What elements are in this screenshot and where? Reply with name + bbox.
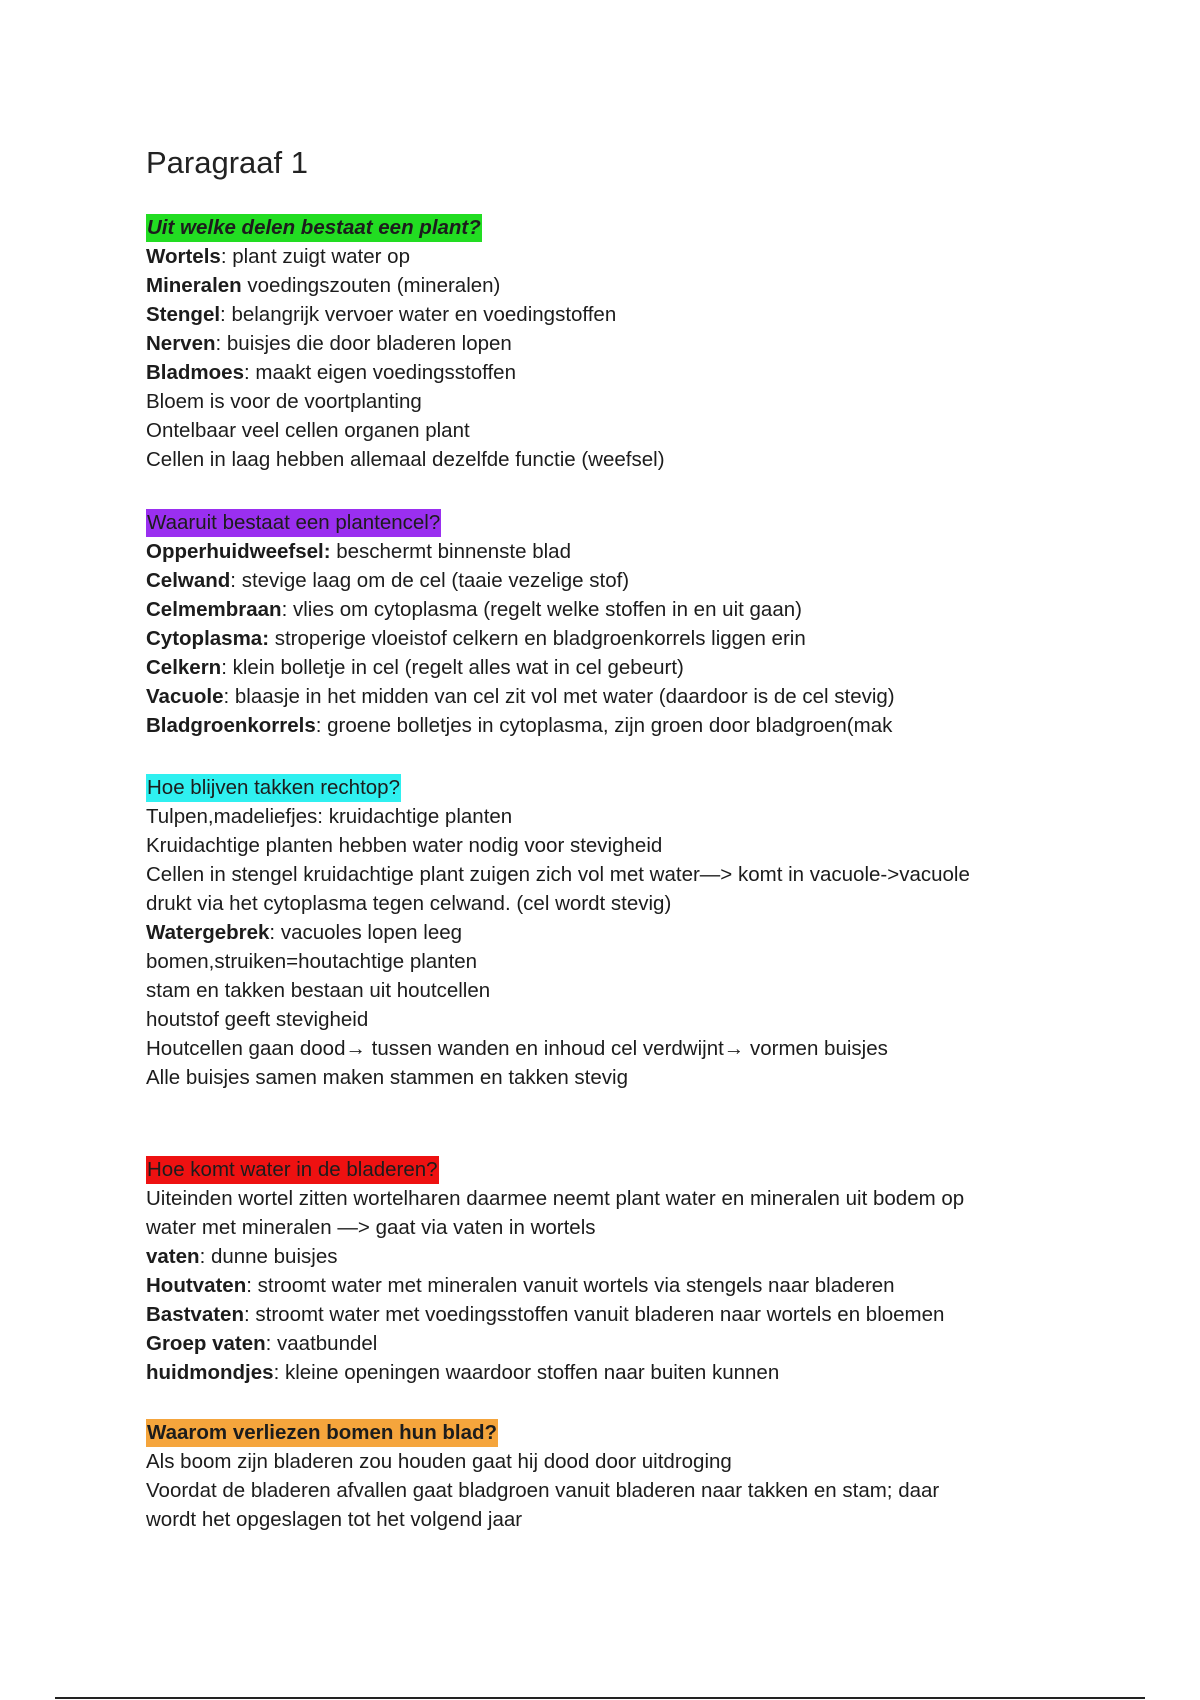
line-text: : groene bolletjes in cytoplasma, zijn groen door bladgroen(mak (315, 714, 893, 737)
section-plant-cell (146, 508, 1146, 740)
text-line (146, 300, 1146, 329)
text-line (146, 595, 1146, 624)
line-text: Houtcellen gaan dood→ tussen wanden en inhoud cel verdwijnt→ vormen buisjes (146, 1037, 888, 1060)
line-text: : plant zuigt water op (220, 245, 410, 268)
term-label: Cytoplasma: (146, 627, 270, 650)
text-line (146, 1034, 1146, 1063)
text-line (146, 1063, 1146, 1092)
section-heading: Waarom verliezen bomen hun blad? (146, 1419, 498, 1447)
line-text: : vacuoles lopen leeg (269, 921, 463, 944)
text-line (146, 1184, 1146, 1213)
line-text: : buisjes die door bladeren lopen (215, 332, 512, 355)
text-line (146, 1300, 1146, 1329)
text-line (146, 947, 1146, 976)
term-label: Bladgroenkorrels (146, 714, 316, 737)
term-label: Groep vaten (146, 1332, 266, 1355)
text-line (146, 831, 1146, 860)
line-text: water met mineralen —> gaat via vaten in wortels (146, 1216, 596, 1239)
term-label: Mineralen (146, 274, 242, 297)
text-line (146, 1271, 1146, 1300)
line-text: wordt het opgeslagen tot het volgend jaar (146, 1508, 523, 1531)
text-line (146, 711, 1146, 740)
term-label: Bladmoes (146, 361, 244, 384)
line-text: : vlies om cytoplasma (regelt welke stoffen in en uit gaan) (281, 598, 802, 621)
text-line (146, 624, 1146, 653)
text-line (146, 918, 1146, 947)
line-text: Bloem is voor de voortplanting (146, 390, 422, 413)
text-line (146, 1358, 1146, 1387)
text-line (146, 1329, 1146, 1358)
text-line (146, 1005, 1146, 1034)
term-label: Bastvaten (146, 1303, 244, 1326)
bottom-divider (55, 1697, 1145, 1699)
text-line (146, 682, 1146, 711)
line-text: Ontelbaar veel cellen organen plant (146, 419, 470, 442)
line-text: : maakt eigen voedingsstoffen (243, 361, 516, 384)
text-line (146, 802, 1146, 831)
text-line (146, 416, 1146, 445)
term-label: Celmembraan (146, 598, 282, 621)
line-text: : belangrijk vervoer water en voedingstoffen (220, 303, 617, 326)
text-line (146, 271, 1146, 300)
line-text: Alle buisjes samen maken stammen en takken stevig (146, 1066, 628, 1089)
section-heading: Uit welke delen bestaat een plant? (146, 214, 482, 242)
text-line (146, 566, 1146, 595)
line-text: voedingszouten (mineralen) (241, 274, 501, 297)
text-line (146, 1447, 1146, 1476)
term-label: Stengel (146, 303, 221, 326)
text-line (146, 1242, 1146, 1271)
line-text: : vaatbundel (265, 1332, 378, 1355)
line-text: stroperige vloeistof celkern en bladgroenkorrels liggen erin (269, 627, 806, 650)
text-line (146, 889, 1146, 918)
line-text: Cellen in stengel kruidachtige plant zuigen zich vol met water—> komt in vacuole->vacuole (146, 863, 970, 886)
text-line (146, 329, 1146, 358)
text-line (146, 242, 1146, 271)
line-text: : stevige laag om de cel (taaie vezelige stof) (230, 569, 630, 592)
term-label: huidmondjes (146, 1361, 274, 1384)
text-line (146, 1505, 1146, 1534)
section-water-leaves (146, 1155, 1146, 1387)
line-text: drukt via het cytoplasma tegen celwand. (cel wordt stevig) (146, 892, 672, 915)
term-label: Nerven (146, 332, 216, 355)
term-label: Watergebrek (146, 921, 270, 944)
text-line (146, 358, 1146, 387)
line-text: : dunne buisjes (199, 1245, 338, 1268)
line-text: Kruidachtige planten hebben water nodig voor stevigheid (146, 834, 663, 857)
line-text: Tulpen,madeliefjes: kruidachtige planten (146, 805, 513, 828)
term-label: Opperhuidweefsel: (146, 540, 331, 563)
term-label: Houtvaten (146, 1274, 247, 1297)
text-line (146, 653, 1146, 682)
text-line (146, 1476, 1146, 1505)
line-text: : stroomt water met mineralen vanuit wortels via stengels naar bladeren (246, 1274, 895, 1297)
text-line (146, 537, 1146, 566)
line-text: houtstof geeft stevigheid (146, 1008, 369, 1031)
term-label: Wortels (146, 245, 221, 268)
term-label: Celwand (146, 569, 231, 592)
line-text: stam en takken bestaan uit houtcellen (146, 979, 491, 1002)
term-label: Vacuole (146, 685, 224, 708)
line-text: Cellen in laag hebben allemaal dezelfde functie (weefsel) (146, 448, 665, 471)
line-text: beschermt binnenste blad (330, 540, 571, 563)
section-heading: Hoe blijven takken rechtop? (146, 774, 401, 802)
text-line (146, 976, 1146, 1005)
term-label: vaten (146, 1245, 200, 1268)
page-title: Paragraaf 1 (146, 145, 308, 180)
text-line (146, 860, 1146, 889)
section-heading: Waaruit bestaat een plantencel? (146, 509, 441, 537)
line-text: : klein bolletje in cel (regelt alles wat in cel gebeurt) (221, 656, 684, 679)
section-heading: Hoe komt water in de bladeren? (146, 1156, 439, 1184)
text-line (146, 1213, 1146, 1242)
line-text: : kleine openingen waardoor stoffen naar buiten kunnen (273, 1361, 780, 1384)
line-text: : stroomt water met voedingsstoffen vanuit bladeren naar wortels en bloemen (244, 1303, 945, 1326)
section-plant-parts (146, 213, 1146, 474)
term-label: Celkern (146, 656, 222, 679)
section-trees-lose-leaves (146, 1418, 1146, 1534)
line-text: Als boom zijn bladeren zou houden gaat hij dood door uitdroging (146, 1450, 732, 1473)
line-text: Uiteinden wortel zitten wortelharen daarmee neemt plant water en mineralen uit bodem op (146, 1187, 965, 1210)
text-line (146, 445, 1146, 474)
line-text: : blaasje in het midden van cel zit vol met water (daardoor is de cel stevig) (223, 685, 895, 708)
line-text: bomen,struiken=houtachtige planten (146, 950, 478, 973)
text-line (146, 387, 1146, 416)
line-text: Voordat de bladeren afvallen gaat bladgroen vanuit bladeren naar takken en stam; daar (146, 1479, 940, 1502)
section-branches-upright (146, 773, 1146, 1092)
